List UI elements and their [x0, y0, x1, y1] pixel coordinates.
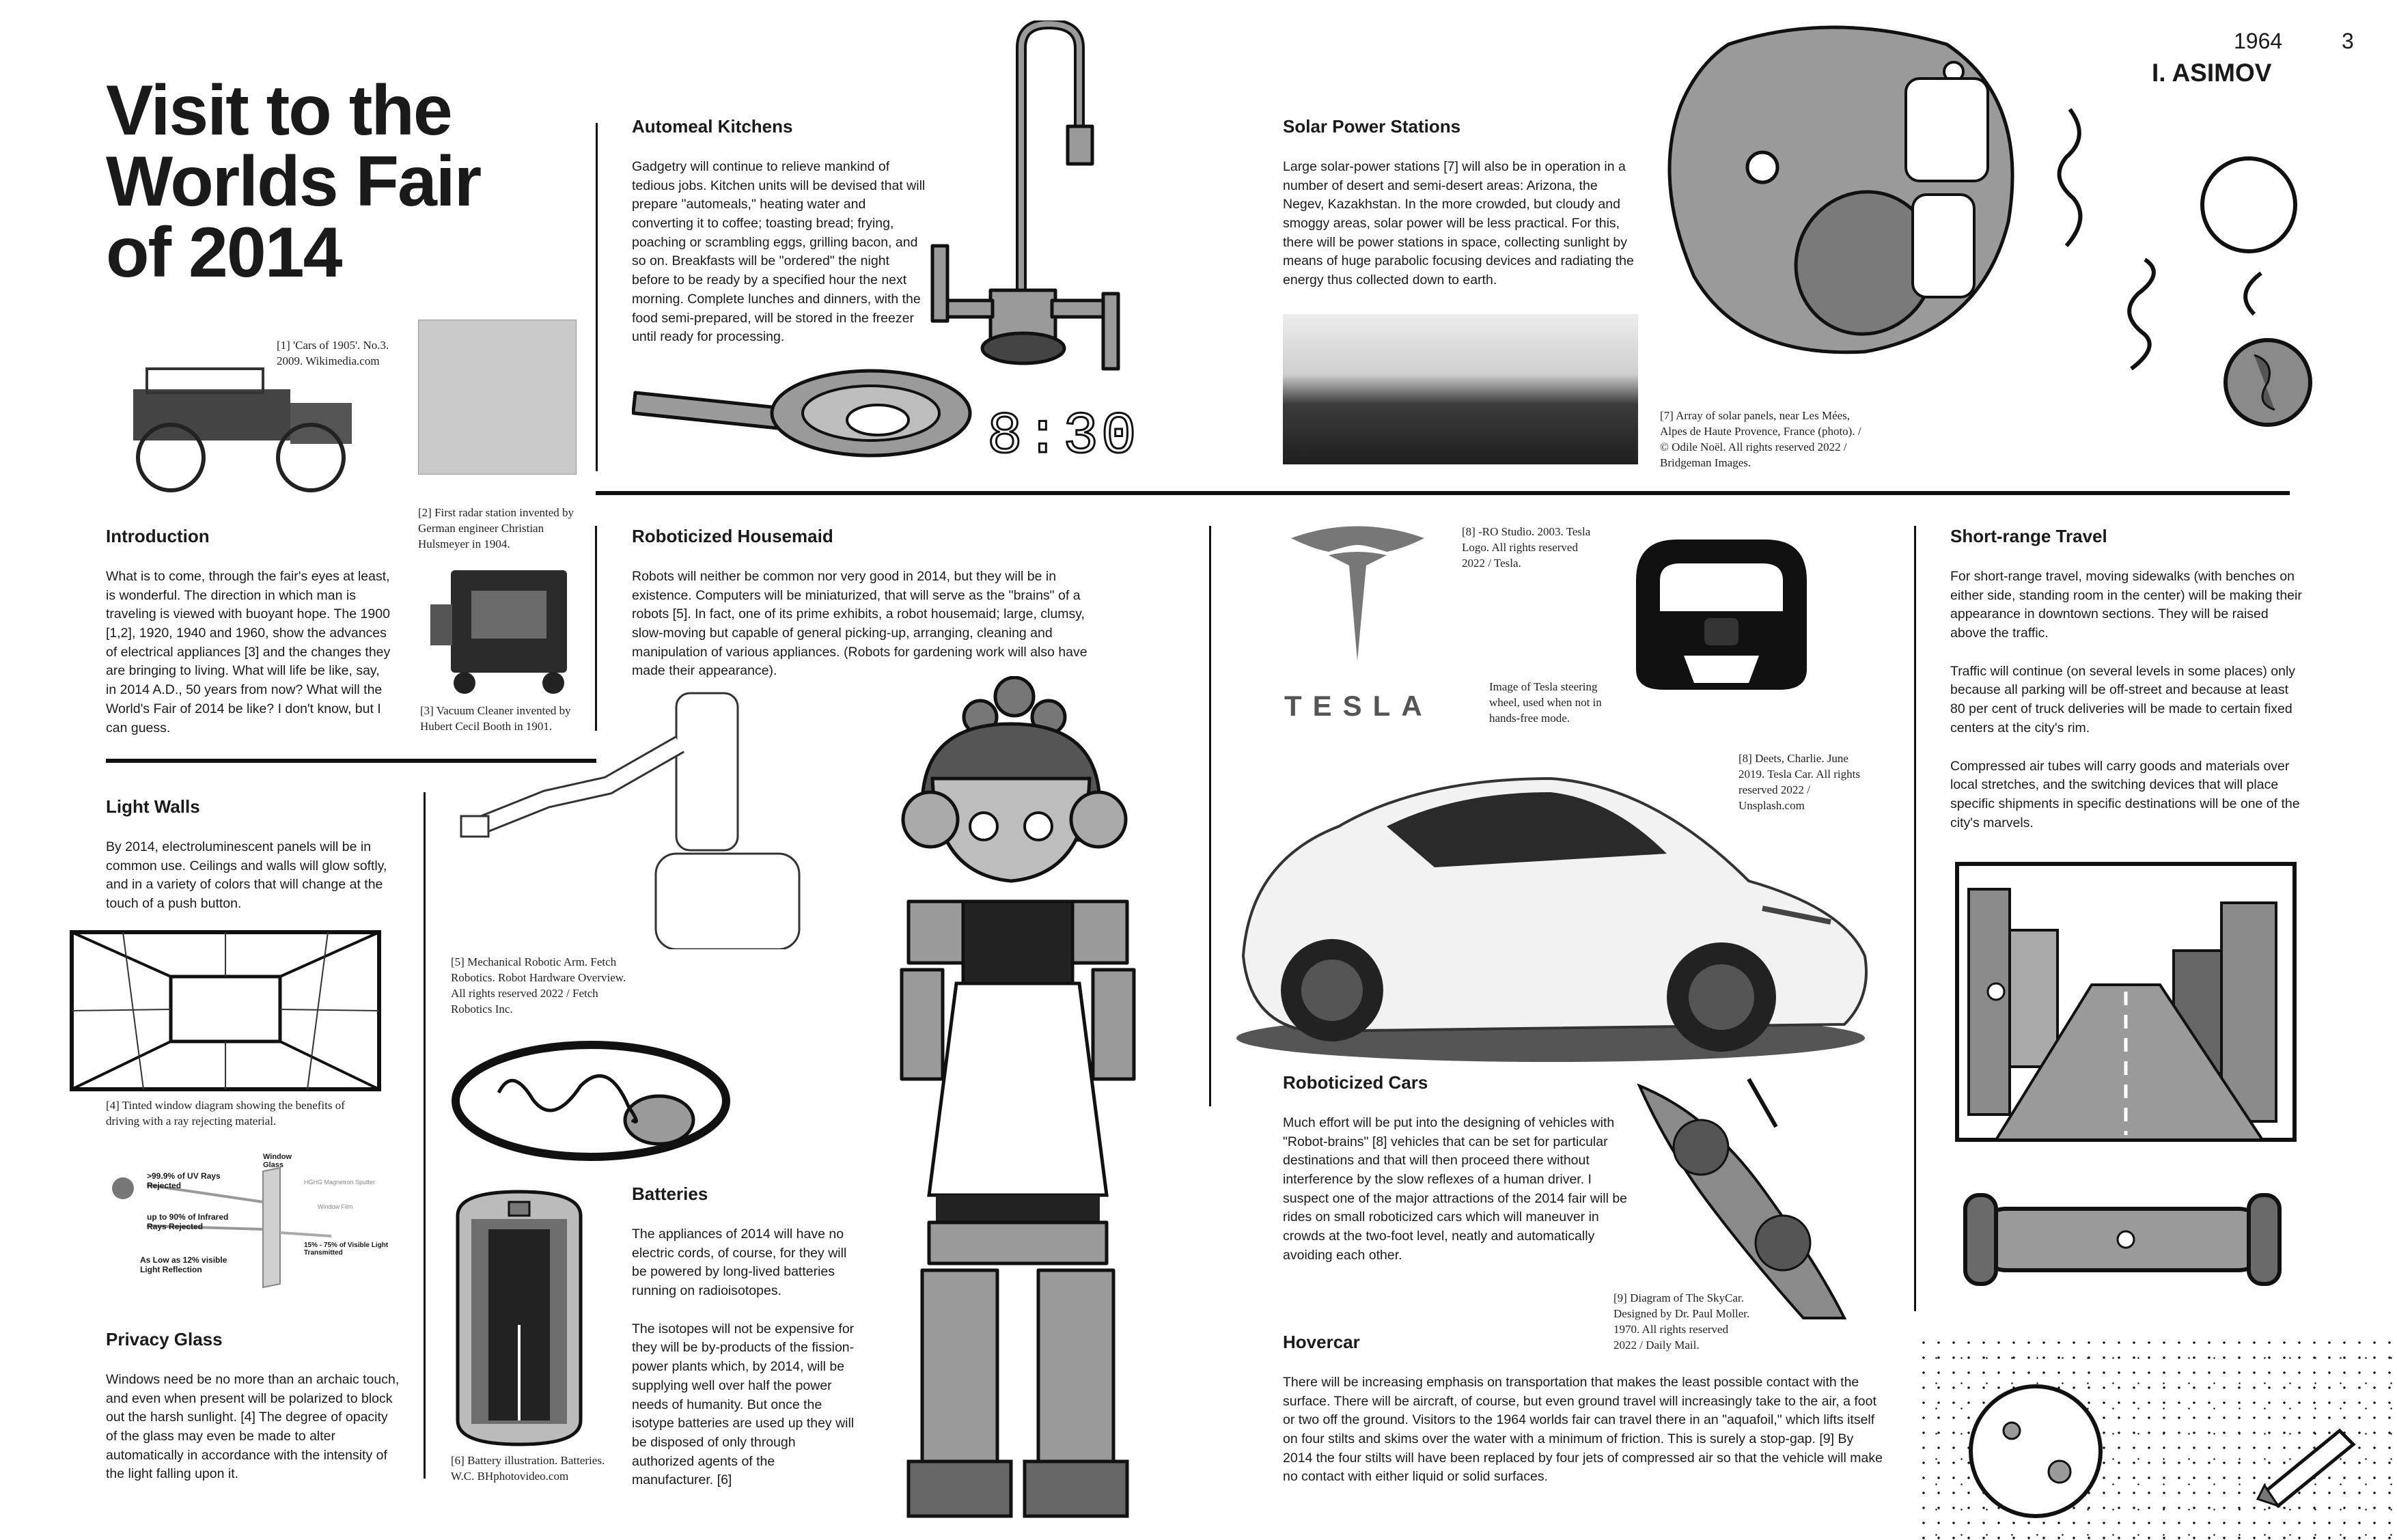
year: 1964 — [2234, 29, 2283, 53]
solar-heading: Solar Power Stations — [1283, 116, 1461, 137]
space-scene-sketch — [1916, 1335, 2397, 1540]
caption-4: [4] Tinted window diagram showing the benefits of driving with a ray rejecting material. — [106, 1099, 345, 1128]
caption-9: [9] Diagram of The SkyCar. Designed by Dr. Paul Moller. 1970. All rights reserved 2022 / Daily Mail. — [1613, 1291, 1750, 1352]
section-housemaid — [632, 526, 1110, 681]
caption-8b: Image of Tesla steering wheel, used when not in hands-free mode. — [1489, 680, 1602, 725]
divider-top-h — [596, 491, 2290, 495]
caption-8a: [8] -RO Studio. 2003. Tesla Logo. All rights reserved 2022 / Tesla. — [1462, 525, 1591, 570]
label-visible-reflection: As Low as 12% visible Light Reflection — [140, 1255, 227, 1274]
label-window-glass: Window Glass — [263, 1153, 292, 1169]
robotic-arm-drawing — [451, 690, 833, 949]
batteries-text-1: The appliances of 2014 will have no electric cords, of course, for they will be powered by long-lived batteries running on radioisotopes. — [632, 1227, 847, 1299]
section-hovercar — [1283, 1332, 1884, 1487]
short-range-text-2: Traffic will continue (on several levels in some places) only because all parking will be off-street and because at least 80 per cent of truck deliveries will be made to certain fixed centers at the city's rim. — [1950, 663, 2296, 736]
label-ir: up to 90% of Infrared Rays Rejected — [147, 1212, 229, 1231]
caption-2: [2] First radar station invented by German engineer Christian Hulsmeyer in 1904. — [418, 506, 574, 550]
privacy-glass-text: Windows need be no more than an archaic touch, and even when present will be polarized to block out the harsh sunlight. [4] The degree of opacity of the glass may even be made to alter automatically in accordance with the intensity of the light falling upon it. — [106, 1372, 400, 1482]
short-range-heading: Short-range Travel — [1950, 526, 2107, 546]
cars-heading: Roboticized Cars — [1283, 1072, 1428, 1093]
section-solar — [1283, 116, 1638, 290]
page-number: 3 — [2342, 29, 2354, 53]
tinted-window-diagram — [106, 1147, 393, 1291]
squiggle-planets-sketch — [2049, 96, 2323, 437]
author: I. ASIMOV — [2152, 59, 2272, 87]
housemaid-heading: Roboticized Housemaid — [632, 526, 833, 546]
tesla-logo — [1284, 518, 1431, 664]
privacy-glass-heading: Privacy Glass — [106, 1329, 223, 1349]
short-range-text-1: For short-range travel, moving sidewalks (with benches on either side, standing room in the center) will be making their appearance in downtown sections. They will be raised above the traffic. — [1950, 569, 2302, 641]
introduction-heading: Introduction — [106, 526, 210, 546]
robot-maid-sketch — [881, 676, 1154, 1530]
divider-v1 — [596, 123, 598, 471]
divider-v5 — [1914, 526, 1916, 1311]
label-visible-transmitted: 15% - 75% of Visible Light Transmitted — [304, 1242, 389, 1257]
section-automeal — [632, 116, 926, 347]
city-street-sketch — [1955, 862, 2297, 1142]
section-privacy-glass — [106, 1329, 400, 1484]
automeal-heading: Automeal Kitchens — [632, 116, 793, 137]
vintage-car-photo — [106, 362, 393, 499]
automeal-text: Gadgetry will continue to relieve mankind of tedious jobs. Kitchen units will be devised that will prepare "automeals," heating water and converting it to coffee; toasting bread; frying, poaching or scrambling eggs, grilling bacon, and so on. Breakfasts will be "ordered" the night before to be ready by a specified hour the next morning. Complete lunches and dinners, with the food semi-prepared, will be stored in the freezer until ready for processing. — [632, 159, 926, 345]
divider-v4 — [1209, 526, 1211, 1106]
tesla-car-photo — [1230, 751, 1879, 1065]
battery-cutaway-sketch — [451, 1188, 587, 1448]
hovercar-text: There will be increasing emphasis on transportation that makes the least possible contact with the surface. There will be aircraft, of course, but even ground travel will increasingly take to the air, a foot or two off the ground. Visitors to the 1964 worlds fair can travel there in an "aquafoil," which lifts itself on four stilts and skims over the water with a minimum of friction. This is surely a stop-gap. [9] By 2014 the four stilts will have been replaced by four jets of compressed air so that the vehicle will make no contact with either liquid or solid surfaces. — [1283, 1375, 1883, 1485]
label-film: Window Film — [318, 1203, 353, 1210]
pneumatic-tube-sketch — [1955, 1188, 2290, 1291]
radar-station-photo — [418, 320, 577, 475]
divider-v3 — [424, 792, 426, 1479]
hovercar-heading: Hovercar — [1283, 1332, 1360, 1352]
section-short-range — [1950, 526, 2305, 852]
solar-panels-photo — [1283, 314, 1638, 464]
caption-3: [3] Vacuum Cleaner invented by Hubert Cecil Booth in 1901. — [420, 704, 571, 733]
tesla-wordmark: TESLA — [1284, 690, 1433, 722]
caption-5: [5] Mechanical Robotic Arm. Fetch Robotics. Robot Hardware Overview. All rights reserved 2022 / Fetch Robotics Inc. — [451, 955, 626, 1016]
solar-text: Large solar-power stations [7] will also be in operation in a number of desert and semi-desert areas: Arizona, the Negev, Kazakhstan. In the more crowded, but cloudy and smoggy areas, solar power will be less practical. For this, there will be power stations in space, collecting sunlight by means of huge parabolic focusing devices and radiating the energy thus collected down to earth. — [1283, 159, 1634, 288]
clock-display: 8:30 — [987, 403, 1139, 470]
housemaid-text: Robots will neither be common nor very good in 2014, but they will be in existence. Computers will be miniaturized, that will serve as the "brains" of a robots [5]. In fact, one of its prime exhibits, a robot housemaid; large, clumsy, slow-moving but capable of general picking-up, arranging, cleaning and manipulation of various appliances. (Robots for gardening work will also have made their appearance). — [632, 569, 1087, 679]
label-splitter: HGHG Magnetron Sputter — [304, 1179, 376, 1186]
caption-8c: [8] Deets, Charlie. June 2019. Tesla Car. All rights reserved 2022 / Unsplash.com — [1738, 752, 1860, 812]
batteries-text-2: The isotopes will not be expensive for they will be by-products of the fission-power plants which, by 2014, will be supplying well over half the power needs of humanity. But once the isotype batteries are used up they will be disposed of only through authorized agents of the manufacturer. [6] — [632, 1321, 855, 1488]
label-uv: >99.9% of UV Rays Rejected — [147, 1171, 221, 1190]
frying-pan-sketch — [632, 365, 973, 461]
caption-7: [7] Array of solar panels, near Les Mées, Alpes de Haute Provence, France (photo). / © Odile Noël. All rights reserved 2022 / Bridgeman Images. — [1660, 409, 1861, 469]
caption-6: [6] Battery illustration. Batteries. W.C. BHphotovideo.com — [451, 1454, 605, 1483]
faucet-sketch — [922, 20, 1182, 376]
light-walls-text: By 2014, electroluminescent panels will be in common use. Ceilings and walls will glow softly, and in a variety of colors that will change at the touch of a push button. — [106, 839, 387, 912]
light-walls-heading: Light Walls — [106, 796, 200, 817]
vacuum-robot-sketch — [451, 1038, 731, 1164]
space-station-sketch — [1660, 17, 2029, 359]
short-range-text-3: Compressed air tubes will carry goods and materials over local stretches, and the switching devices that will place specific shipments in specific destinations will be one of the city's marvels. — [1950, 758, 2300, 830]
page-title: Visit to the Worlds Fair of 2014 — [106, 71, 481, 292]
section-batteries — [632, 1184, 857, 1509]
section-light-walls — [106, 796, 393, 914]
cars-text: Much effort will be put into the designing of vehicles with "Robot-brains" [8] vehicles that can be set for particular destinations and that will then proceed there without interference by the slow reflexes of a human driver. I suspect one of the major attractions of the 2014 fair will be rides on small roboticized cars which will maneuver in crowds at the two-foot level, neatly and automatically avoiding each other. — [1283, 1115, 1628, 1263]
steering-wheel-photo — [1629, 533, 1814, 697]
section-introduction — [106, 526, 393, 738]
introduction-text: What is to come, through the fair's eyes at least, is wonderful. The direction in which man is traveling is viewed with buoyant hope. The 1900 [1,2], 1920, 1940 and 1960, show the advances of electrical appliances [3] and the changes they are bringing to living. What will life be like, say, in 2014 A.D., 50 years from now? What will the World's Fair of 2014 be like? I don't know, but I can guess. — [106, 569, 391, 736]
light-walls-room-sketch — [68, 929, 383, 1093]
section-cars — [1283, 1072, 1628, 1265]
batteries-heading: Batteries — [632, 1184, 708, 1204]
caption-1: [1] 'Cars of 1905'. No.3. 2009. Wikimedia.com — [277, 339, 389, 367]
vacuum-cleaner-photo — [430, 563, 577, 697]
